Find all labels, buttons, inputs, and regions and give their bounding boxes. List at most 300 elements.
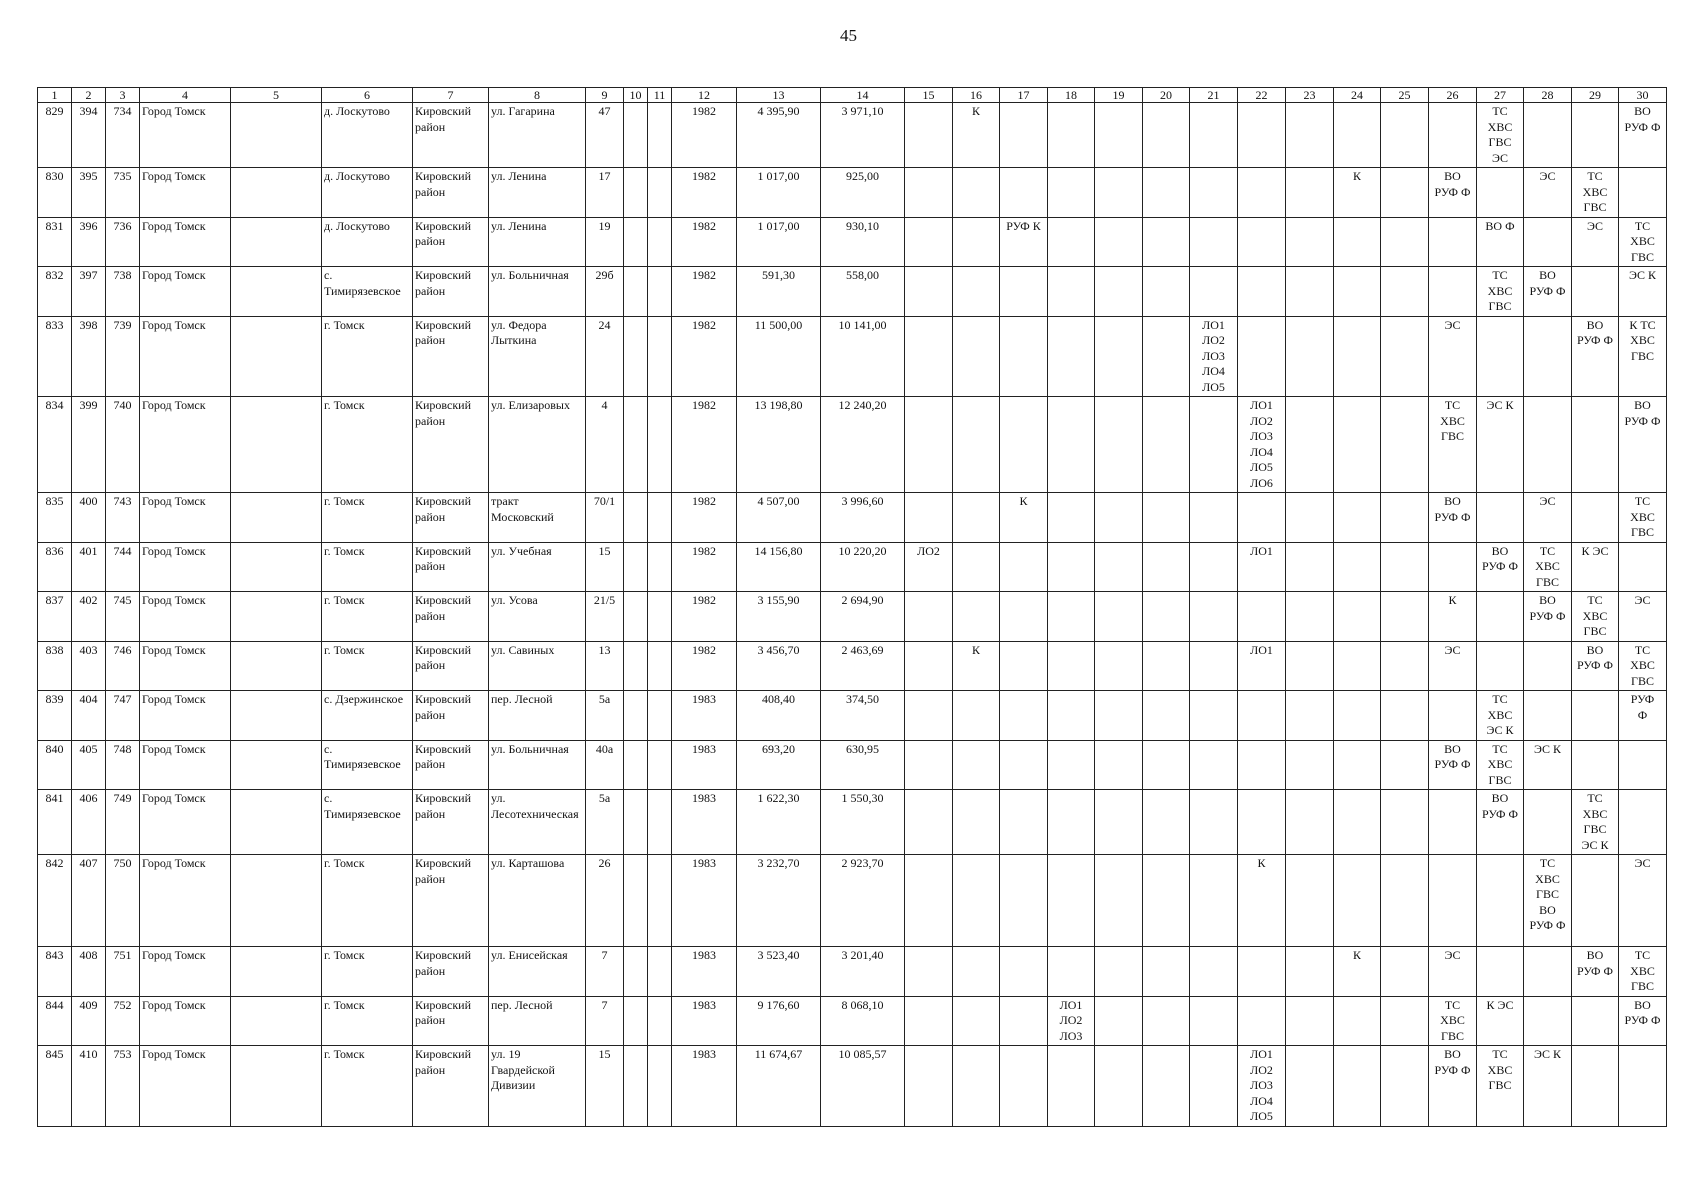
column-header: 7 — [413, 88, 489, 103]
table-cell: 3 971,10 — [821, 103, 905, 168]
table-cell: 831 — [38, 217, 72, 267]
table-cell — [1143, 103, 1190, 168]
table-cell — [905, 168, 953, 218]
table-cell — [1190, 1046, 1238, 1127]
table-cell: 1982 — [672, 641, 737, 691]
table-cell: 12 240,20 — [821, 397, 905, 493]
table-cell: ЭС — [1524, 493, 1572, 543]
table-cell — [1381, 493, 1429, 543]
table-cell — [1143, 168, 1190, 218]
table-cell: 1983 — [672, 996, 737, 1046]
table-cell — [648, 493, 672, 543]
table-cell — [1619, 542, 1667, 592]
table-cell: 925,00 — [821, 168, 905, 218]
table-cell: Кировский район — [413, 542, 489, 592]
table-cell — [1238, 316, 1286, 397]
table-cell: ЭС К — [1524, 1046, 1572, 1127]
column-header: 13 — [737, 88, 821, 103]
table-cell: 735 — [106, 168, 140, 218]
table-cell: ул. Усова — [489, 592, 586, 642]
table-cell — [1429, 217, 1477, 267]
table-cell: ВО Ф — [1477, 217, 1524, 267]
table-cell: 3 456,70 — [737, 641, 821, 691]
table-cell: 835 — [38, 493, 72, 543]
table-cell: ТС ХВС ГВС — [1619, 947, 1667, 997]
table-cell: с. Тимирязевское — [322, 740, 413, 790]
table-cell: 843 — [38, 947, 72, 997]
table-cell — [1190, 790, 1238, 855]
table-cell — [1477, 641, 1524, 691]
table-cell: 1983 — [672, 740, 737, 790]
table-cell — [1000, 855, 1048, 947]
table-cell — [231, 996, 322, 1046]
table-cell — [1095, 168, 1143, 218]
table-cell: Кировский район — [413, 740, 489, 790]
table-cell — [1048, 493, 1095, 543]
column-header: 21 — [1190, 88, 1238, 103]
table-cell — [1524, 996, 1572, 1046]
table-cell — [1190, 267, 1238, 317]
table-cell: 40а — [586, 740, 624, 790]
table-cell: 15 — [586, 542, 624, 592]
table-cell: 845 — [38, 1046, 72, 1127]
table-cell — [905, 592, 953, 642]
table-cell — [1381, 542, 1429, 592]
table-cell — [624, 397, 648, 493]
table-cell — [1238, 691, 1286, 741]
table-cell — [231, 267, 322, 317]
table-cell: Кировский район — [413, 947, 489, 997]
column-header: 10 — [624, 88, 648, 103]
table-cell: 734 — [106, 103, 140, 168]
table-cell — [1095, 592, 1143, 642]
table-cell — [1190, 740, 1238, 790]
table-cell — [648, 790, 672, 855]
table-cell — [1572, 996, 1619, 1046]
table-cell — [1524, 790, 1572, 855]
table-cell: 836 — [38, 542, 72, 592]
table-cell — [1048, 947, 1095, 997]
table-cell — [953, 316, 1000, 397]
table-cell: 558,00 — [821, 267, 905, 317]
table-cell: 3 232,70 — [737, 855, 821, 947]
table-cell: 1983 — [672, 1046, 737, 1127]
table-cell: 1983 — [672, 691, 737, 741]
table-cell: 838 — [38, 641, 72, 691]
table-cell — [1143, 996, 1190, 1046]
table-cell — [1190, 691, 1238, 741]
table-cell: г. Томск — [322, 1046, 413, 1127]
table-cell: 1982 — [672, 493, 737, 543]
table-cell: с. Тимирязевское — [322, 790, 413, 855]
table-cell — [953, 691, 1000, 741]
table-cell — [1572, 740, 1619, 790]
table-cell: 746 — [106, 641, 140, 691]
table-cell — [953, 1046, 1000, 1127]
table-cell: Кировский район — [413, 641, 489, 691]
table-cell: 1982 — [672, 168, 737, 218]
table-cell: Город Томск — [140, 267, 231, 317]
table-cell: 738 — [106, 267, 140, 317]
table-cell — [1334, 316, 1381, 397]
table-cell: 29б — [586, 267, 624, 317]
table-cell — [905, 493, 953, 543]
table-row — [38, 1046, 1667, 1127]
table-cell: пер. Лесной — [489, 691, 586, 741]
table-cell — [1286, 740, 1334, 790]
column-header: 17 — [1000, 88, 1048, 103]
table-cell — [1000, 1046, 1048, 1127]
table-cell: К — [953, 641, 1000, 691]
table-cell: ВО РУФ Ф — [1572, 641, 1619, 691]
table-cell: ул. Больничная — [489, 267, 586, 317]
table-cell: ТС ХВС ГВС — [1619, 493, 1667, 543]
table-cell: Кировский район — [413, 267, 489, 317]
table-cell — [1143, 217, 1190, 267]
table-row — [38, 855, 1667, 947]
table-cell — [1143, 790, 1190, 855]
table-cell — [1190, 542, 1238, 592]
table-cell: Город Томск — [140, 1046, 231, 1127]
table-cell: Город Томск — [140, 790, 231, 855]
table-cell: г. Томск — [322, 592, 413, 642]
column-header: 18 — [1048, 88, 1095, 103]
table-cell: ВО РУФ Ф — [1619, 103, 1667, 168]
table-cell — [1000, 168, 1048, 218]
table-cell: ТС ХВС ГВС — [1572, 168, 1619, 218]
table-cell — [1334, 790, 1381, 855]
table-cell: ТС ХВС ГВС ВО РУФ Ф — [1524, 855, 1572, 947]
table-cell — [1381, 217, 1429, 267]
table-row — [38, 592, 1667, 642]
table-row — [38, 267, 1667, 317]
column-header: 1 — [38, 88, 72, 103]
table-cell: ВО РУФ Ф — [1477, 790, 1524, 855]
table-cell — [1334, 1046, 1381, 1127]
table-cell — [1381, 855, 1429, 947]
table-cell — [1477, 316, 1524, 397]
table-cell: 743 — [106, 493, 140, 543]
table-cell: ТС ХВС ГВС ЭС — [1477, 103, 1524, 168]
table-row — [38, 397, 1667, 493]
table-cell — [953, 740, 1000, 790]
table-cell: 844 — [38, 996, 72, 1046]
table-cell — [231, 168, 322, 218]
table-cell — [1334, 397, 1381, 493]
table-cell: 1983 — [672, 790, 737, 855]
table-cell — [1095, 740, 1143, 790]
table-cell — [1000, 397, 1048, 493]
table-cell: 1982 — [672, 592, 737, 642]
table-cell — [1190, 217, 1238, 267]
table-cell: К ЭС — [1572, 542, 1619, 592]
table-cell — [1286, 855, 1334, 947]
table-cell — [1381, 592, 1429, 642]
table-cell: 407 — [72, 855, 106, 947]
table-cell: 13 — [586, 641, 624, 691]
table-cell: 374,50 — [821, 691, 905, 741]
table-cell: Город Томск — [140, 397, 231, 493]
table-cell — [1238, 947, 1286, 997]
table-cell — [624, 316, 648, 397]
table-cell: 403 — [72, 641, 106, 691]
table-cell: Кировский район — [413, 1046, 489, 1127]
table-cell: 24 — [586, 316, 624, 397]
table-cell — [1477, 168, 1524, 218]
table-cell: 1982 — [672, 217, 737, 267]
table-cell — [1286, 592, 1334, 642]
table-cell: Кировский район — [413, 790, 489, 855]
table-cell: К ЭС — [1477, 996, 1524, 1046]
table-cell: Город Томск — [140, 542, 231, 592]
table-cell: г. Томск — [322, 641, 413, 691]
table-cell: 402 — [72, 592, 106, 642]
table-cell — [1048, 217, 1095, 267]
table-cell — [1572, 691, 1619, 741]
table-cell: 3 523,40 — [737, 947, 821, 997]
table-cell — [624, 542, 648, 592]
table-cell — [1619, 790, 1667, 855]
table-cell: ЭС — [1619, 855, 1667, 947]
table-cell — [624, 168, 648, 218]
table-cell — [1429, 267, 1477, 317]
table-cell — [905, 947, 953, 997]
table-cell: ул. Елизаровых — [489, 397, 586, 493]
table-cell — [231, 397, 322, 493]
table-cell — [1572, 1046, 1619, 1127]
table-cell — [1048, 103, 1095, 168]
table-cell: ЛО1 ЛО2 ЛО3 ЛО4 ЛО5 — [1238, 1046, 1286, 1127]
table-cell: 410 — [72, 1046, 106, 1127]
table-cell — [648, 168, 672, 218]
table-cell — [648, 592, 672, 642]
table-cell: Город Томск — [140, 855, 231, 947]
table-cell — [1429, 855, 1477, 947]
table-cell: 399 — [72, 397, 106, 493]
table-cell — [1381, 947, 1429, 997]
table-cell: ул. Федора Лыткина — [489, 316, 586, 397]
table-cell — [905, 740, 953, 790]
table-cell: г. Томск — [322, 947, 413, 997]
table-cell — [1381, 996, 1429, 1046]
table-cell: ТС ХВС ГВС — [1619, 641, 1667, 691]
table-cell — [1572, 493, 1619, 543]
table-cell — [231, 493, 322, 543]
column-header: 6 — [322, 88, 413, 103]
table-cell: 3 155,90 — [737, 592, 821, 642]
table-cell: 842 — [38, 855, 72, 947]
table-cell: 2 694,90 — [821, 592, 905, 642]
table-cell: 736 — [106, 217, 140, 267]
table-cell — [1000, 790, 1048, 855]
table-cell — [1095, 1046, 1143, 1127]
table-cell — [1381, 168, 1429, 218]
table-cell — [1190, 947, 1238, 997]
table-cell — [1048, 592, 1095, 642]
table-cell: 4 507,00 — [737, 493, 821, 543]
table-cell — [1190, 641, 1238, 691]
table-cell — [1048, 1046, 1095, 1127]
table-cell — [1095, 397, 1143, 493]
table-cell — [1048, 790, 1095, 855]
table-cell — [231, 542, 322, 592]
table-cell: 19 — [586, 217, 624, 267]
table-cell: 10 220,20 — [821, 542, 905, 592]
table-cell — [1429, 691, 1477, 741]
table-cell — [1048, 168, 1095, 218]
table-cell — [1190, 397, 1238, 493]
table-cell — [1286, 316, 1334, 397]
table-cell: ЛО1 ЛО2 ЛО3 ЛО4 ЛО5 — [1190, 316, 1238, 397]
table-cell: 17 — [586, 168, 624, 218]
table-cell: Кировский район — [413, 217, 489, 267]
table-cell: г. Томск — [322, 316, 413, 397]
column-header: 29 — [1572, 88, 1619, 103]
table-cell: 3 201,40 — [821, 947, 905, 997]
table-cell — [1048, 855, 1095, 947]
table-cell: ТС ХВС ЭС К — [1477, 691, 1524, 741]
table-cell — [1143, 691, 1190, 741]
table-cell — [1572, 267, 1619, 317]
column-header: 15 — [905, 88, 953, 103]
table-cell: ТС ХВС ГВС — [1429, 397, 1477, 493]
table-cell: ВО РУФ Ф — [1572, 316, 1619, 397]
table-cell: 739 — [106, 316, 140, 397]
table-cell — [1524, 641, 1572, 691]
table-cell — [1524, 103, 1572, 168]
column-header: 19 — [1095, 88, 1143, 103]
table-cell: пер. Лесной — [489, 996, 586, 1046]
table-cell: ТС ХВС ГВС ЭС К — [1572, 790, 1619, 855]
table-cell — [648, 1046, 672, 1127]
table-cell — [1143, 493, 1190, 543]
table-cell: ЛО1 ЛО2 ЛО3 — [1048, 996, 1095, 1046]
table-cell: 401 — [72, 542, 106, 592]
table-cell — [1143, 267, 1190, 317]
table-cell — [1143, 1046, 1190, 1127]
table-cell: 748 — [106, 740, 140, 790]
table-cell — [1429, 103, 1477, 168]
table-cell — [648, 103, 672, 168]
table-cell: г. Томск — [322, 996, 413, 1046]
table-cell: 406 — [72, 790, 106, 855]
table-cell: д. Лоскутово — [322, 103, 413, 168]
table-cell — [231, 740, 322, 790]
table-cell — [624, 790, 648, 855]
table-cell — [1190, 103, 1238, 168]
table-cell: 752 — [106, 996, 140, 1046]
table-cell: 829 — [38, 103, 72, 168]
table-cell — [1143, 542, 1190, 592]
column-header: 20 — [1143, 88, 1190, 103]
table-cell: К — [1238, 855, 1286, 947]
table-cell: Город Томск — [140, 691, 231, 741]
table-cell — [953, 592, 1000, 642]
table-cell: Кировский район — [413, 592, 489, 642]
table-cell — [1334, 542, 1381, 592]
table-cell — [624, 996, 648, 1046]
table-cell: Кировский район — [413, 103, 489, 168]
table-cell — [1286, 1046, 1334, 1127]
table-cell: Кировский район — [413, 316, 489, 397]
table-cell: 1 550,30 — [821, 790, 905, 855]
table-cell: 397 — [72, 267, 106, 317]
table-cell: 740 — [106, 397, 140, 493]
table-cell — [953, 790, 1000, 855]
table-cell — [1286, 493, 1334, 543]
table-cell: 396 — [72, 217, 106, 267]
table-row — [38, 103, 1667, 168]
table-cell: 830 — [38, 168, 72, 218]
table-cell — [1000, 267, 1048, 317]
table-cell — [1238, 790, 1286, 855]
table-cell: К — [1334, 947, 1381, 997]
column-header: 30 — [1619, 88, 1667, 103]
table-cell — [1143, 592, 1190, 642]
table-cell: тракт Московский — [489, 493, 586, 543]
table-cell: ЭС — [1429, 947, 1477, 997]
table-cell: ТС ХВС ГВС — [1524, 542, 1572, 592]
table-cell: 841 — [38, 790, 72, 855]
table-row — [38, 217, 1667, 267]
table-cell — [231, 790, 322, 855]
table-cell: 591,30 — [737, 267, 821, 317]
table-cell — [648, 641, 672, 691]
table-cell: 747 — [106, 691, 140, 741]
table-cell — [1000, 947, 1048, 997]
table-cell — [648, 217, 672, 267]
table-cell — [1048, 397, 1095, 493]
table-cell: РУФ Ф — [1619, 691, 1667, 741]
table-cell — [1000, 103, 1048, 168]
table-cell — [1095, 316, 1143, 397]
table-body — [38, 103, 1667, 1127]
table-cell — [953, 996, 1000, 1046]
table-cell: ул. Учебная — [489, 542, 586, 592]
column-header: 12 — [672, 88, 737, 103]
table-cell — [1048, 316, 1095, 397]
table-cell — [1381, 103, 1429, 168]
table-cell — [1143, 947, 1190, 997]
table-cell: 395 — [72, 168, 106, 218]
table-cell: ЭС К — [1619, 267, 1667, 317]
table-cell — [1381, 397, 1429, 493]
table-cell — [1334, 217, 1381, 267]
table-cell — [1619, 168, 1667, 218]
table-cell — [624, 267, 648, 317]
table-cell: ул. Енисейская — [489, 947, 586, 997]
column-header: 11 — [648, 88, 672, 103]
column-header: 23 — [1286, 88, 1334, 103]
table-cell — [1477, 493, 1524, 543]
table-row — [38, 542, 1667, 592]
table-cell — [1429, 790, 1477, 855]
table-cell: ул. Лесотехническая — [489, 790, 586, 855]
table-cell — [1238, 493, 1286, 543]
table-row — [38, 493, 1667, 543]
table-cell — [648, 855, 672, 947]
building-register-table — [37, 87, 1667, 1127]
table-cell — [1190, 168, 1238, 218]
table-cell — [1048, 691, 1095, 741]
table-cell — [1190, 996, 1238, 1046]
table-cell — [1334, 740, 1381, 790]
table-cell — [648, 316, 672, 397]
table-cell: 1 017,00 — [737, 217, 821, 267]
table-cell — [1143, 740, 1190, 790]
table-cell — [1334, 641, 1381, 691]
table-cell: 751 — [106, 947, 140, 997]
